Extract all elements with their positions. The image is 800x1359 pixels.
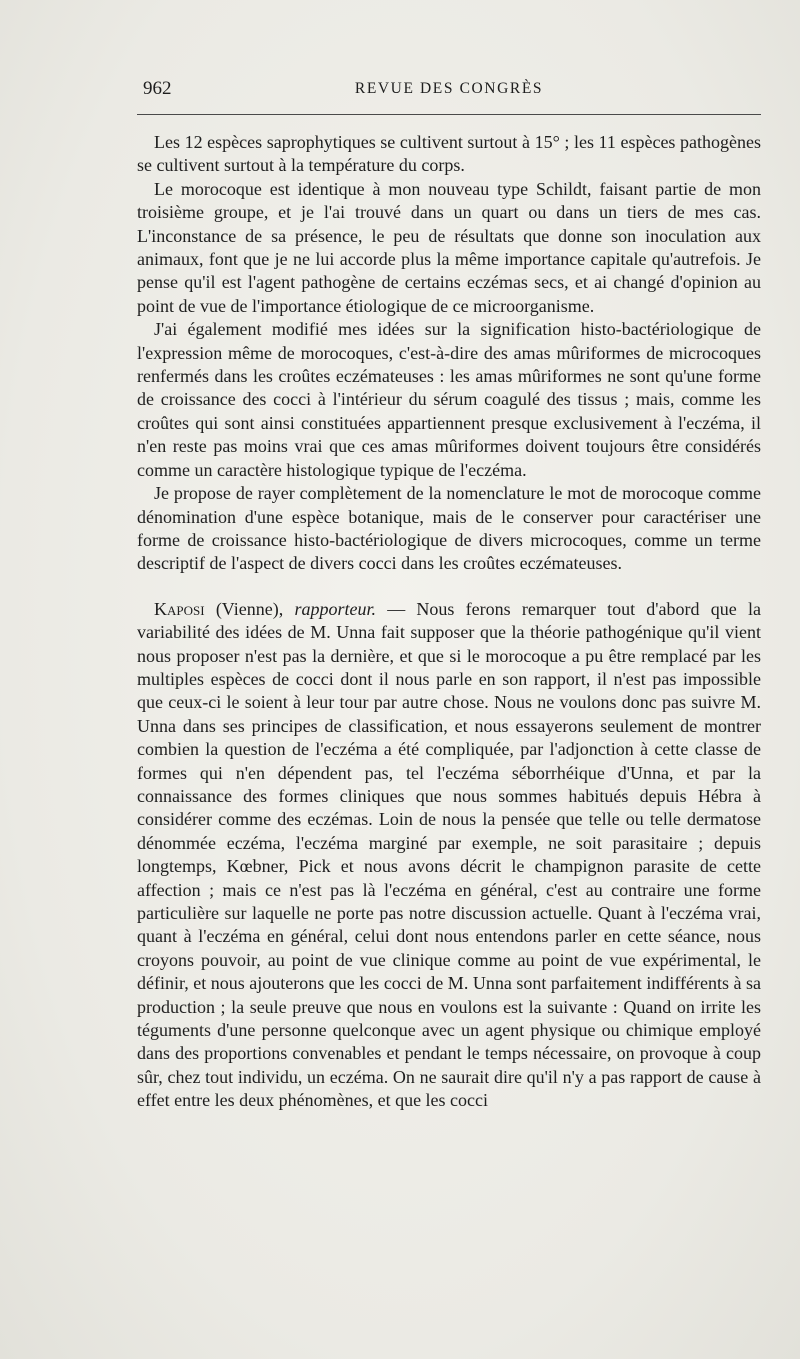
paragraph-nomenclature-proposal: Je propose de rayer complètement de la nomenclature le mot de morocoque comme dénomination d'une espèce botanique, mais de le conserver pour caractériser une forme de croissance histo-bactériologique de divers microcoques, comme un terme descriptif de l'aspect de divers cocci dans les croûtes eczémateuses. [137, 483, 761, 574]
body-text [137, 131, 761, 1113]
kaposi-text: — Nous ferons remarquer tout d'abord que la variabilité des idées de M. Unna fait supposer que la théorie pathogénique qu'il vient nous proposer n'est pas la dernière, et que si le morocoque a pu être remplacé par les multiples espèces de cocci dont il nous parle en son rapport, il n'est pas impossible que ceux-ci le soient à leur tour par autre chose. Nous ne voulons donc pas suivre M. Unna dans ses principes de classification, et nous essayerons seulement de montrer combien la question de l'eczéma a été compliquée, par l'adjonction à cette classe de formes qui n'en dépendent pas, tel l'eczéma séborrhéique d'Unna, et par la connaissance des formes cliniques que nous sommes habitués depuis Hébra à considérer comme des eczémas. Loin de nous la pensée que telle ou telle dermatose dénommée eczéma, l'eczéma marginé par exemple, ne soit parasitaire ; depuis longtemps, Kœbner, Pick et nous avons décrit le champignon parasite de cette affection ; mais ce n'est pas là l'eczéma en général, c'est au contraire une forme particulière sur laquelle ne porte pas notre discussion actuelle. Quant à l'eczéma vrai, quant à l'eczéma en général, celui dont nous entendons parler en cette séance, nous croyons pouvoir, au point de vue clinique comme au point de vue expérimental, le définir, et nous ajouterons que les cocci de M. Unna sont parfaitement indifférents à sa production ; la seule preuve que nous en voulons est la suivante : Quand on irrite les téguments d'une personne quelconque avec un agent physique ou chimique employé dans des proportions convenables et pendant le temps nécessaire, on provoque à coup sûr, chez tout individu, un eczéma. On ne saurait dire qu'il n'y a pas rapport de cause à effet entre les deux phénomènes, et que les cocci [137, 598, 761, 1111]
paragraph-saprophytic-species: Les 12 espèces saprophytiques se cultivent surtout à 15° ; les 11 espèces pathogènes se cultivent surtout à la température du corps. [137, 132, 761, 176]
speaker-place: (Vienne), [204, 598, 295, 619]
speaker-role: rapporteur. [294, 598, 376, 619]
speaker-name: Kaposi [154, 598, 205, 619]
running-title: REVUE DES CONGRÈS [354, 80, 544, 97]
paragraph-morocoque-identity: Le morocoque est identique à mon nouveau type Schildt, faisant partie de mon troisième groupe, et je l'ai trouvé dans un quart ou dans un tiers de mes cas. L'inconstance de sa présence, le peu de résultats que donne son inoculation aux animaux, font que je ne lui accorde plus la même importance capitale qu'autrefois. Je pense qu'il est l'agent pathogène de certains eczémas secs, et ai changé d'opinion au point de vue de l'importance étiologique de ce microorganisme. [137, 178, 761, 316]
header-rule [137, 114, 761, 115]
page-header [137, 70, 761, 110]
paragraph-kaposi-response [137, 598, 761, 1113]
paragraph-histo-bacteriology: J'ai également modifié mes idées sur la signification histo-bactériologique de l'expression même de morocoques, c'est-à-dire des amas mûriformes de microcoques renfermés dans les croûtes eczémateuses : les amas mûriformes ne sont qu'une forme de croissance des cocci à l'intérieur du sérum coagulé des tissus ; mais, comme les croûtes qui sont ainsi constituées appartiennent presque exclusivement à l'eczéma, il n'en reste pas moins vrai que ces amas mûriformes doivent toujours être considérés comme un caractère histologique typique de l'eczéma. [137, 319, 761, 480]
page-number: 962 [143, 78, 172, 99]
